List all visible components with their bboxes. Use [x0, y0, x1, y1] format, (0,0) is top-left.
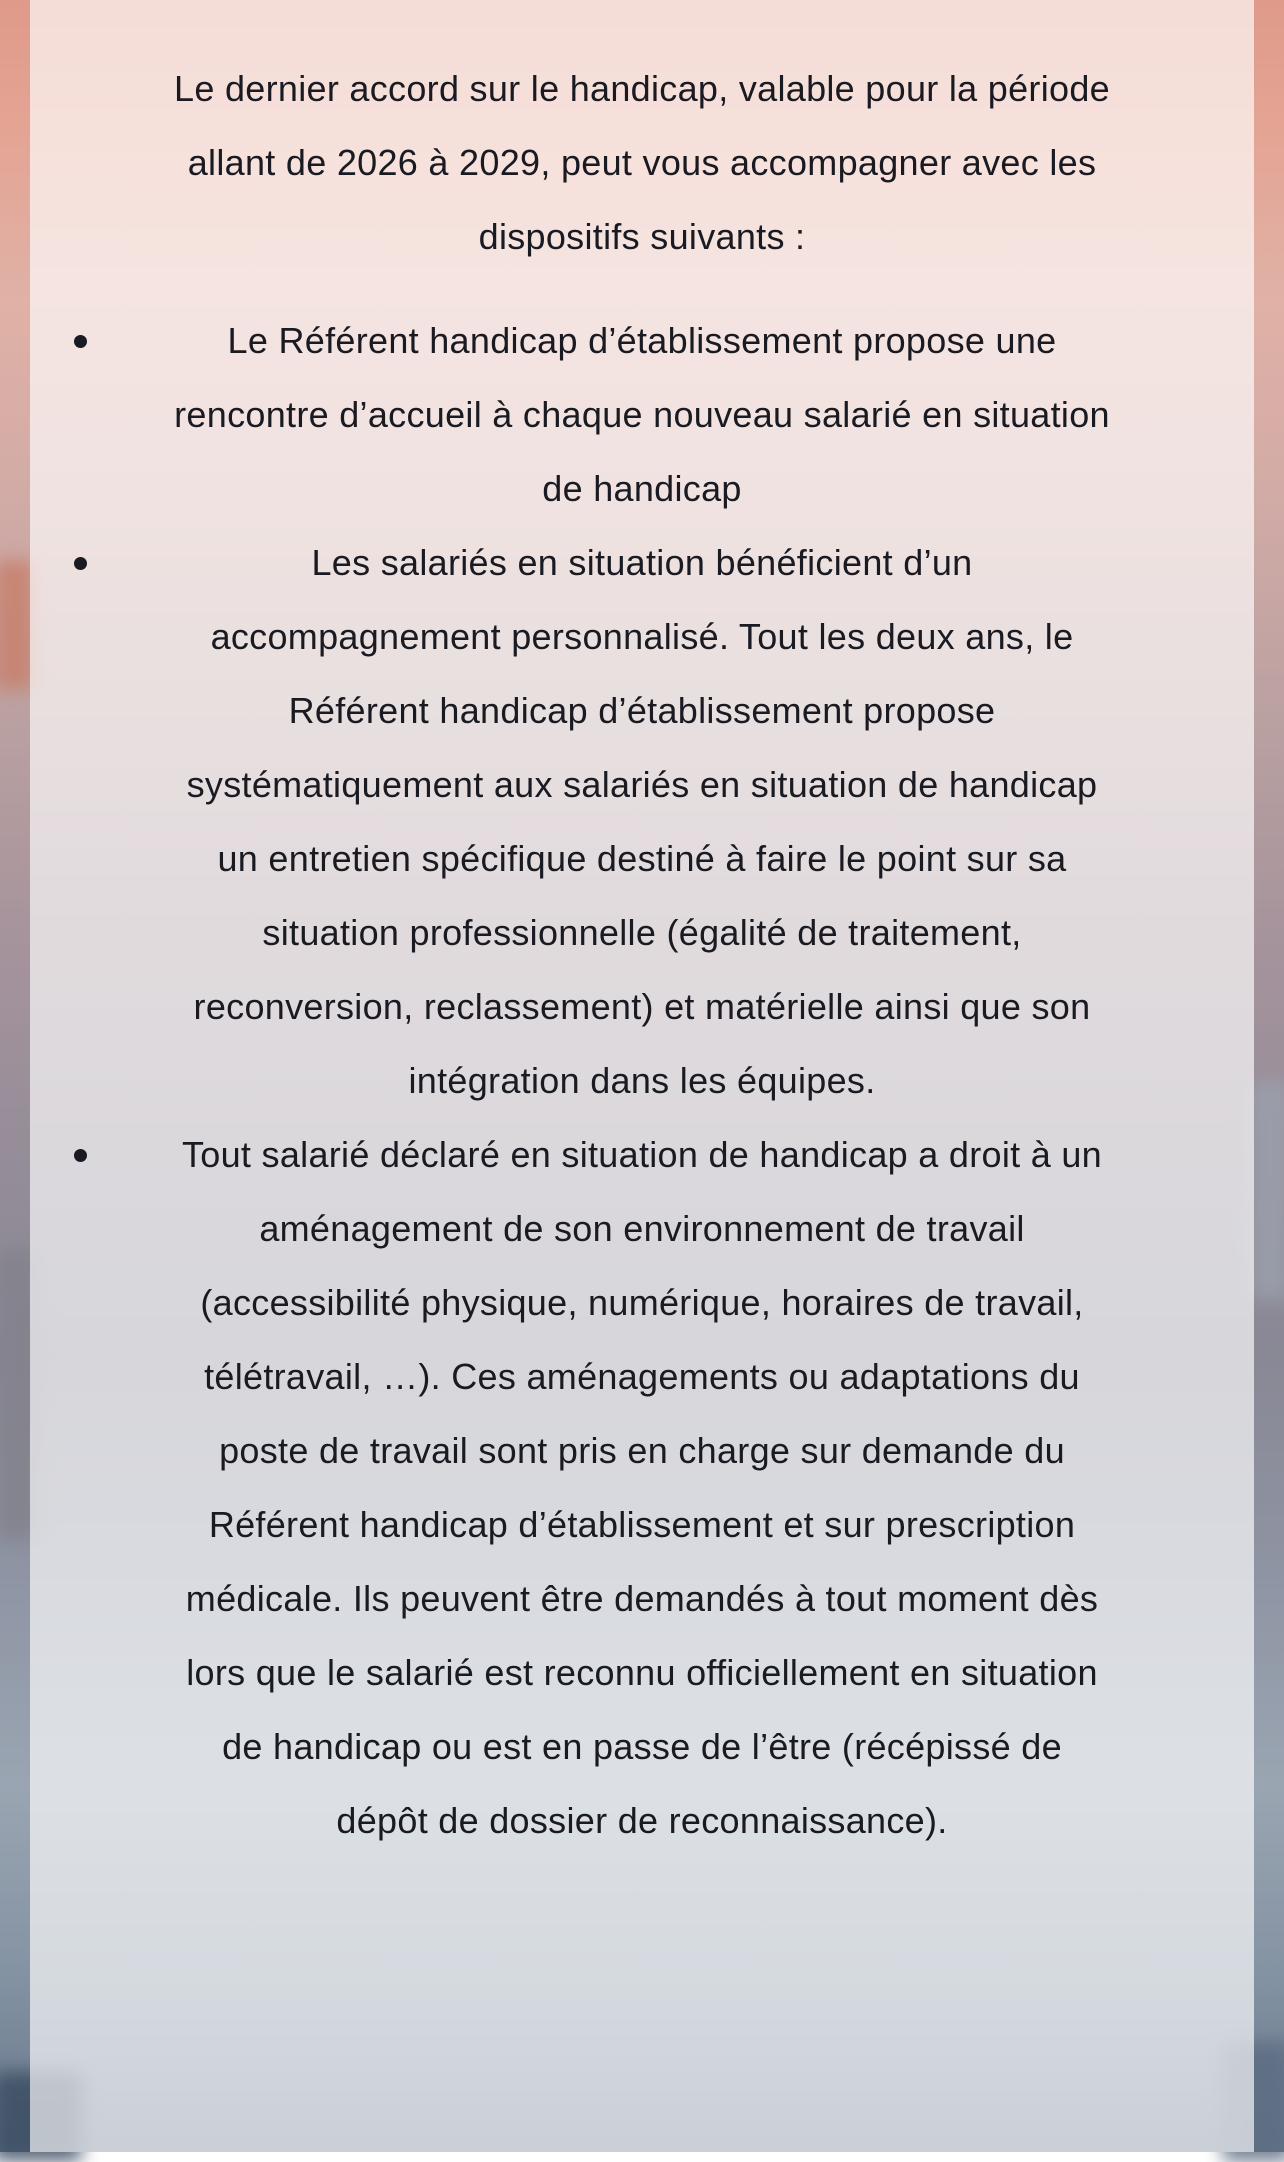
bullet-icon [74, 335, 87, 348]
intro-paragraph: Le dernier accord sur le handicap, valable pour la période allant de 2026 à 2029, peut vous accompagner avec les dispositifs suivants : [174, 68, 1110, 257]
bullet-list [0, 304, 1284, 1858]
list-item-text: Les salariés en situation bénéficient d’un accompagnement personnalisé. Tout les deux ans, le Référent handicap d’établissement propose systématiquement aux salariés en situation de handicap un entretien spécifique destiné à faire le point sur sa situation professionnelle (égalité de traitement, reconversion, reclassement) et matérielle ainsi que son intégration dans les équipes. [186, 542, 1098, 1101]
list-item [0, 1118, 1284, 1858]
bullet-icon [74, 1149, 87, 1162]
bullet-icon [74, 557, 87, 570]
list-item [0, 526, 1284, 1118]
list-item [0, 304, 1284, 526]
list-item-text: Le Référent handicap d’établissement propose une rencontre d’accueil à chaque nouveau salarié en situation de handicap [174, 320, 1110, 509]
list-item-text: Tout salarié déclaré en situation de handicap a droit à un aménagement de son environnement de travail (accessibilité physique, numérique, horaires de travail, télétravail, …). Ces aménagements ou adaptations du poste de travail sont pris en charge sur demande du Référent handicap d’établissement et sur prescription médicale. Ils peuvent être demandés à tout moment dès lors que le salarié est reconnu officiellement en situation de handicap ou est en passe de l’être (récépissé de dépôt de dossier de reconnaissance). [181, 1134, 1102, 1841]
